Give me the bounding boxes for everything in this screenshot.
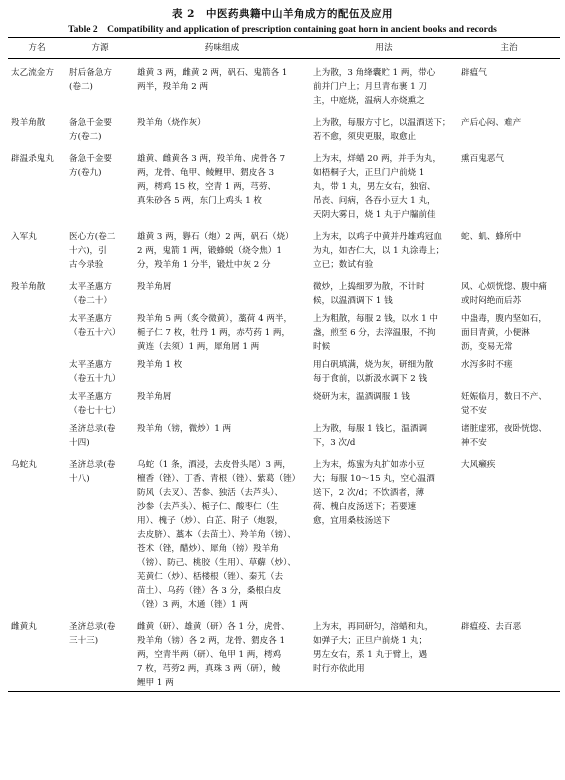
cell-usage-line: 每于食前，以新汲水调下 2 钱 <box>313 374 428 384</box>
cell-ingredients <box>134 355 310 387</box>
cell-indication <box>458 613 560 692</box>
cell-ingredients-line: 苍术（锉，醋炒）、犀角（镑）羖羊角 <box>137 544 279 554</box>
cell-ingredients-line: 防风（去叉）、苦参、独活（去芦头）、 <box>137 488 284 498</box>
cell-usage <box>310 613 458 692</box>
cell-ingredients <box>134 309 310 355</box>
table-row <box>8 273 560 309</box>
cell-usage <box>310 387 458 419</box>
cell-usage <box>310 223 458 273</box>
cell-source-line: 十六)，引 <box>69 246 107 256</box>
cell-indication-line: 风、心烦恍惚、腹中痛 <box>461 282 547 292</box>
cell-usage-line: 烧研为末，温酒调服 1 钱 <box>313 392 410 402</box>
cell-source-line: （卷五十六） <box>69 328 121 338</box>
cell-usage <box>310 309 458 355</box>
cell-usage-line: 愈，宜用桑枝汤送下 <box>313 516 391 526</box>
cell-usage-line: 送下，2 次/d；不饮酒者，薄 <box>313 488 425 498</box>
cell-usage-line: 盏，煎至 6 分，去滓温服，不拘 <box>313 328 436 338</box>
table-row <box>8 613 560 692</box>
cell-ingredients-line: 苗土）、乌药（锉）各 3 分，桑根白皮 <box>137 586 282 596</box>
cell-indication <box>458 355 560 387</box>
cell-ingredients-line: 2 两，鬼箭 1 两，锻蜂蜕（烧令焦）1 <box>137 246 282 256</box>
cell-name: 羖羊角散 <box>11 118 46 128</box>
cell-source-line: （卷五十九） <box>69 374 121 384</box>
cell-ingredients-line: 沙参（去芦头）、栀子仁、酸枣仁（生 <box>137 502 279 512</box>
cell-ingredients-line: 黄连（去须）1 两，犀角屑 1 两 <box>137 342 260 352</box>
cell-indication-line: 辟瘟气 <box>461 68 487 78</box>
cell-ingredients-line: 羖羊角屑 <box>137 392 172 402</box>
cell-indication-line: 水泻多时不瘥 <box>461 360 513 370</box>
cell-indication-line: 蛇、虮、蜂所中 <box>461 232 522 242</box>
cell-indication-line: 觉不安 <box>461 406 487 416</box>
cell-ingredients-line: 羖羊角 1 枚 <box>137 360 183 370</box>
cell-source <box>66 419 134 451</box>
cell-source <box>66 613 134 692</box>
cell-ingredients-line: 真朱砂各 5 两，东门上鸡头 1 枚 <box>137 196 262 206</box>
cell-indication-line: 或时闷绝而后苏 <box>461 296 522 306</box>
cell-usage-line: 天阴大雾日，烧 1 丸于户牖前佳 <box>313 210 436 220</box>
cell-ingredients-line: 分，羖羊角 1 分半，锻灶中灰 2 分 <box>137 260 271 270</box>
table-row <box>8 355 560 387</box>
cell-source <box>66 223 134 273</box>
header-name: 方名 <box>8 38 66 59</box>
cell-source-line: （卷七十七） <box>69 406 121 416</box>
cell-source-line: 十四) <box>69 438 90 448</box>
cell-name <box>8 309 66 355</box>
cell-ingredients <box>134 145 310 223</box>
cell-name <box>8 387 66 419</box>
cell-ingredients-line: 去皮脐）、藁本（去苗土）、羚羊角（镑）、 <box>137 530 296 540</box>
table-row <box>8 109 560 145</box>
cell-source <box>66 273 134 309</box>
header-row <box>8 38 560 59</box>
header-ingredients: 药味组成 <box>134 38 310 59</box>
cell-source <box>66 355 134 387</box>
cell-ingredients <box>134 419 310 451</box>
cell-name: 乌蛇丸 <box>11 460 37 470</box>
cell-usage <box>310 355 458 387</box>
cell-ingredients-line: 7 枚，芎䓖2 两，真珠 3 两（研），鲮 <box>137 664 281 674</box>
cell-ingredients-line: 两，龙骨、龟甲、鲮鲤甲、猬皮各 3 <box>137 168 275 178</box>
cell-ingredients-line: 羖羊角屑 <box>137 282 172 292</box>
cell-name: 太乙流金方 <box>11 68 54 78</box>
cell-ingredients-line: （镑）、防己、桃胶（生用）、草薢（炒）、 <box>137 558 296 568</box>
cell-usage-line: 如梧桐子大，正旦门户前烧 1 <box>313 168 425 178</box>
cell-ingredients-line: 羖羊角（烧作灰） <box>137 118 206 128</box>
cell-usage <box>310 59 458 110</box>
table-row <box>8 387 560 419</box>
cell-usage-line: 上为末，烊蜡 20 两，并手为丸， <box>313 154 442 164</box>
cell-ingredients <box>134 613 310 692</box>
cell-source-line: 医心方(卷二 <box>69 232 116 242</box>
table-row <box>8 59 560 110</box>
cell-source <box>66 109 134 145</box>
cell-ingredients <box>134 387 310 419</box>
cell-usage-line: 吊丧、问病，各吞小豆大 1 丸， <box>313 196 436 206</box>
cell-source-line: 圣济总录(卷 <box>69 424 116 434</box>
cell-indication-line: 大风癞疾 <box>461 460 496 470</box>
cell-usage-line: 上为粗散，每服 2 钱，以水 1 中 <box>313 314 438 324</box>
cell-usage-line: 立已；数试有验 <box>313 260 374 270</box>
table-title-english: Table 2 Compatibility and application of prescription containing goat horn in ancient books and records <box>68 25 497 35</box>
cell-source-line: 方(卷九) <box>69 168 102 178</box>
cell-indication-line: 产后心闷、难产 <box>461 118 522 128</box>
cell-usage-line: 用白矾填满，烧为灰，研细为散 <box>313 360 434 370</box>
cell-ingredients <box>134 59 310 110</box>
cell-ingredients-line: 芜黄仁（炒）、栝楼根（锉）、秦艽（去 <box>137 572 284 582</box>
cell-usage <box>310 109 458 145</box>
cell-source-line: 太平圣惠方 <box>69 314 112 324</box>
cell-usage-line: 上为末，以鸡子中黄并丹雄鸡冠血 <box>313 232 442 242</box>
cell-usage <box>310 145 458 223</box>
cell-source-line: (卷二) <box>69 82 93 92</box>
cell-usage-line: 如弹子大；正旦户前烧 1 丸； <box>313 636 428 646</box>
cell-name: 雌黄丸 <box>11 622 37 632</box>
cell-ingredients-line: 栀子仁 7 枚，牡丹 1 两，赤芍药 1 两， <box>137 328 291 338</box>
cell-source-line: （卷二十） <box>69 296 112 306</box>
header-usage: 用法 <box>310 38 458 59</box>
cell-usage-line: 大；每服 10～15 丸，空心温酒 <box>313 474 435 484</box>
cell-indication <box>458 419 560 451</box>
cell-usage-line: 丸，带 1 丸，男左女右，独宿、 <box>313 182 436 192</box>
cell-source-line: 太平圣惠方 <box>69 282 112 292</box>
cell-usage-line: 时候 <box>313 342 331 352</box>
cell-source-line: 圣济总录(卷 <box>69 460 116 470</box>
cell-ingredients-line: 羖羊角（镑）各 2 两，龙骨、猬皮各 1 <box>137 636 286 646</box>
cell-usage <box>310 273 458 309</box>
cell-ingredients <box>134 223 310 273</box>
cell-source-line: 三十三) <box>69 636 99 646</box>
cell-indication <box>458 387 560 419</box>
table-title-chinese: 表 2 中医药典籍中山羊角成方的配伍及应用 <box>172 8 393 20</box>
cell-ingredients-line: 两，樗鸡 15 枚，空青 1 两，芎䓖、 <box>137 182 277 192</box>
cell-indication-line: 熏百鬼恶气 <box>461 154 504 164</box>
cell-indication <box>458 451 560 613</box>
cell-ingredients-line: 羖羊角（镑，微炒）1 两 <box>137 424 232 434</box>
cell-ingredients-line: 雄黄 3 两，礜石（炮）2 两，矾石（烧） <box>137 232 294 242</box>
cell-name: 羖羊角散 <box>11 282 46 292</box>
cell-source <box>66 387 134 419</box>
cell-usage <box>310 451 458 613</box>
cell-indication <box>458 309 560 355</box>
cell-source-line: 备急千金要 <box>69 118 112 128</box>
cell-source <box>66 145 134 223</box>
cell-indication-line: 面目青黄，小便淋 <box>461 328 530 338</box>
table-row <box>8 223 560 273</box>
table-row <box>8 145 560 223</box>
cell-indication <box>458 223 560 273</box>
cell-usage-line: 微炒，上捣细罗为散，不计时 <box>313 282 425 292</box>
cell-name <box>8 419 66 451</box>
cell-source-line: 方(卷二) <box>69 132 102 142</box>
cell-usage-line: 前并门户上；月旦青布裹 1 刀 <box>313 82 428 92</box>
cell-ingredients-line: 鲤甲 1 两 <box>137 678 174 688</box>
cell-ingredients <box>134 273 310 309</box>
cell-usage-line: 为丸，如杏仁大，以 1 丸涂毒上； <box>313 246 445 256</box>
table-body <box>8 59 560 692</box>
table-row <box>8 309 560 355</box>
cell-ingredients-line: 雄黄、雌黄各 3 两，羖羊角、虎骨各 7 <box>137 154 286 164</box>
cell-usage-line: 候，以温酒调下 1 钱 <box>313 296 393 306</box>
cell-ingredients-line: 两，空青半两（研）、龟甲 1 两，樗鸡 <box>137 650 282 660</box>
cell-source <box>66 451 134 613</box>
cell-source <box>66 59 134 110</box>
cell-source <box>66 309 134 355</box>
cell-indication <box>458 273 560 309</box>
cell-indication-line: 辟瘟疫、去百恶 <box>461 622 522 632</box>
cell-source-line: 太平圣惠方 <box>69 392 112 402</box>
cell-indication-line: 妊娠临月，数日不产、 <box>461 392 547 402</box>
cell-indication <box>458 59 560 110</box>
cell-ingredients-line: 雌黄（研）、雄黄（研）各 1 分，虎骨、 <box>137 622 290 632</box>
cell-indication-line: 神不安 <box>461 438 487 448</box>
cell-ingredients-line: （锉）3 两，木通（锉）1 两 <box>137 600 248 610</box>
header-source: 方源 <box>66 38 134 59</box>
cell-source-line: 太平圣惠方 <box>69 360 112 370</box>
cell-ingredients <box>134 451 310 613</box>
cell-name <box>8 355 66 387</box>
cell-source-line: 古今录验 <box>69 260 104 270</box>
cell-ingredients-line: 两半，羖羊角 2 两 <box>137 82 209 92</box>
cell-ingredients-line: 羖羊角 5 两（炙令微黄），藁荷 4 两半， <box>137 314 293 324</box>
cell-ingredients <box>134 109 310 145</box>
cell-indication <box>458 145 560 223</box>
cell-usage-line: 上为散，3 角绛囊贮 1 两，带心 <box>313 68 436 78</box>
cell-source-line: 肘后备急方 <box>69 68 112 78</box>
cell-usage-line: 主，中庭烧，温病人亦烧熏之 <box>313 96 425 106</box>
header-indication: 主治 <box>458 38 560 59</box>
cell-usage-line: 时行亦依此用 <box>313 664 365 674</box>
cell-name: 辟温杀鬼丸 <box>11 154 54 164</box>
cell-usage-line: 下，3 次/d <box>313 438 356 448</box>
cell-usage <box>310 419 458 451</box>
cell-ingredients-line: 用）、槐子（炒）、白芷、附子（炮裂， <box>137 516 284 526</box>
cell-source-line: 备急千金要 <box>69 154 112 164</box>
cell-indication <box>458 109 560 145</box>
cell-ingredients-line: 乌蛇（1 条，酒浸，去皮骨头尾）3 两， <box>137 460 291 470</box>
cell-source-line: 圣济总录(卷 <box>69 622 116 632</box>
table-row <box>8 451 560 613</box>
cell-indication-line: 沥，变易无常 <box>461 342 513 352</box>
prescription-table <box>8 37 560 692</box>
cell-name: 入军丸 <box>11 232 37 242</box>
cell-ingredients-line: 檀香（锉）、丁香、青根（锉）、紫葛（锉） <box>137 474 301 484</box>
cell-usage-line: 上为散，每服方寸匕，以温酒送下； <box>313 118 451 128</box>
cell-usage-line: 男左女右，系 1 丸于臂上，遇 <box>313 650 428 660</box>
cell-ingredients-line: 雄黄 3 两，雌黄 2 两，矾石、鬼箭各 1 <box>137 68 288 78</box>
cell-indication-line: 诸脏虚邪，夜卧恍惚、 <box>461 424 547 434</box>
cell-source-line: 十八) <box>69 474 90 484</box>
cell-usage-line: 上为末，炼蜜为丸扩如赤小豆 <box>313 460 425 470</box>
cell-usage-line: 上为末，再同研匀，溶蜡和丸， <box>313 622 434 632</box>
cell-usage-line: 荷、槐白皮汤送下；若要速 <box>313 502 417 512</box>
cell-indication-line: 中蛊毒，腹内坚如石， <box>461 314 547 324</box>
cell-usage-line: 若不愈，须臾更服，取愈止 <box>313 132 417 142</box>
table-row <box>8 419 560 451</box>
cell-usage-line: 上为散，每服 1 钱匕，温酒调 <box>313 424 428 434</box>
